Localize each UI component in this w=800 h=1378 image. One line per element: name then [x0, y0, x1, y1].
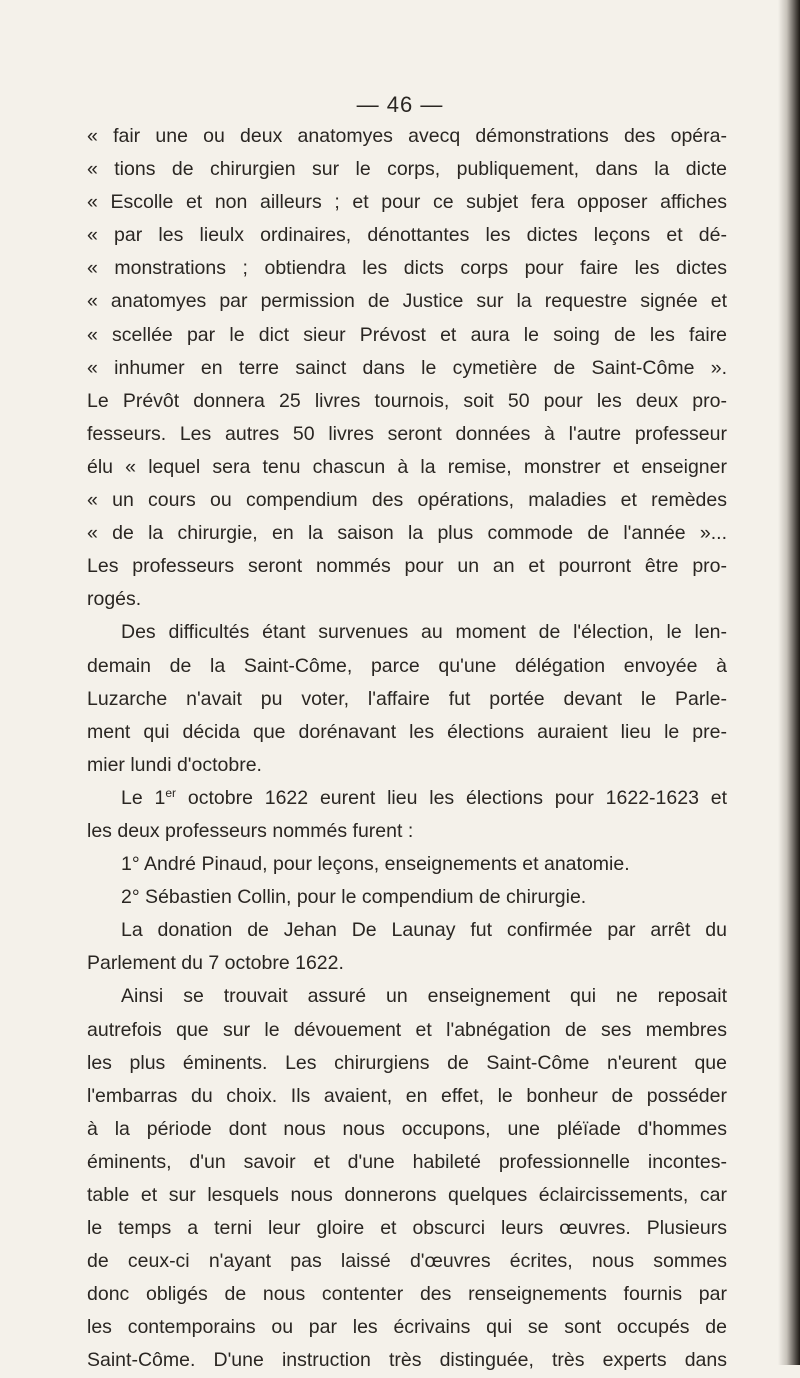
text-line: « scellée par le dict sieur Prévost et aura le soing de les faire [87, 323, 727, 346]
text-line: les contemporains ou par les écrivains qui se sont occupés de [87, 1316, 727, 1339]
text-line: « monstrations ; obtiendra les dicts corps pour faire les dictes [87, 257, 727, 280]
text-line: mier lundi d'octobre. [87, 753, 262, 776]
text-line: « un cours ou compendium des opérations, maladies et remèdes [87, 489, 727, 512]
text-line: à la période dont nous nous occupons, une pléïade d'hommes [87, 1117, 727, 1140]
le-line-after: octobre 1622 eurent lieu les élections pour 1622-1623 et [176, 786, 728, 809]
text-line: Le Prévôt donnera 25 livres tournois, soit 50 pour les deux pro- [87, 389, 727, 412]
text-line: 2° Sébastien Collin, pour le compendium de chirurgie. [121, 886, 587, 909]
text-line: Les professeurs seront nommés pour un an et pourront être pro- [87, 555, 727, 578]
text-line: donc obligés de nous contenter des renseignements fournis par [87, 1283, 727, 1306]
text-line: élu « lequel sera tenu chascun à la remise, monstrer et enseigner [87, 455, 727, 478]
text-line: table et sur lesquels nous donnerons quelques éclaircissements, car [87, 1184, 727, 1206]
page-number: — 46 — [356, 92, 444, 117]
text-line: les deux professeurs nommés furent : [87, 819, 414, 842]
text-line-superscript [87, 782, 727, 815]
text-line: de ceux-ci n'ayant pas laissé d'œuvres écrites, nous sommes [87, 1250, 727, 1273]
text-line: Saint-Côme. D'une instruction très distinguée, très experts dans [87, 1349, 727, 1372]
text-line: les plus éminents. Les chirurgiens de Saint-Côme n'eurent que [87, 1051, 727, 1074]
text-line: fesseurs. Les autres 50 livres seront données à l'autre professeur [87, 422, 727, 445]
le-line-before: Le 1 [121, 786, 166, 809]
text-line: « de la chirurgie, en la saison la plus commode de l'année »... [87, 522, 727, 545]
text-line: éminents, d'un savoir et d'une habileté professionnelle incontes- [87, 1150, 727, 1173]
text-line: « inhumer en terre sainct dans le cymetière de Saint-Côme ». [87, 356, 727, 379]
text-line: 1° André Pinaud, pour leçons, enseignements et anatomie. [121, 853, 630, 876]
superscript-er: er [165, 785, 177, 800]
text-line: ment qui décida que dorénavant les élections auraient lieu le pre- [87, 720, 727, 743]
text-line: Luzarche n'avait pu voter, l'affaire fut portée devant le Parle- [87, 687, 727, 710]
text-line: demain de la Saint-Côme, parce qu'une délégation envoyée à [87, 654, 727, 677]
text-line: La donation de Jehan De Launay fut confirmée par arrêt du [121, 919, 727, 942]
text-line: autrefois que sur le dévouement et l'abnégation de ses membres [87, 1018, 727, 1041]
text-line: rogés. [87, 588, 142, 611]
text-line: Ainsi se trouvait assuré un enseignement qui ne reposait [121, 985, 727, 1008]
text-line: « par les lieulx ordinaires, dénottantes les dictes leçons et dé- [87, 224, 727, 247]
page-edge-shadow [778, 0, 800, 1365]
body-text [87, 120, 727, 1378]
text-line: « anatomyes par permission de Justice sur la requestre signée et [87, 290, 727, 313]
text-line: le temps a terni leur gloire et obscurci leurs œuvres. Plusieurs [87, 1217, 727, 1240]
text-line: « Escolle et non ailleurs ; et pour ce subjet fera opposer affiches [87, 191, 727, 214]
text-line: « tions de chirurgien sur le corps, publiquement, dans la dicte [87, 158, 727, 181]
text-line: l'embarras du choix. Ils avaient, en effet, le bonheur de posséder [87, 1084, 727, 1107]
text-line: Des difficultés étant survenues au moment de l'élection, le len- [121, 621, 727, 644]
text-line: « fair une ou deux anatomyes avecq démonstrations des opéra- [87, 125, 727, 147]
text-line: Parlement du 7 octobre 1622. [87, 952, 344, 975]
